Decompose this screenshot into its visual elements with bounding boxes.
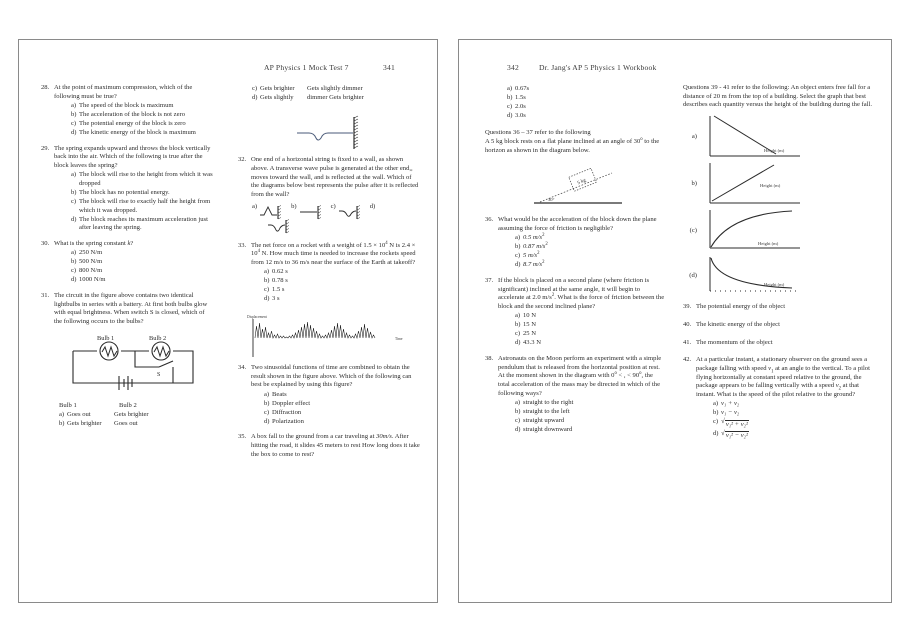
choice-text: straight upward (523, 416, 565, 424)
bulb2-column-header: Bulb 2 (119, 401, 137, 409)
q30-symbol-k: k (127, 240, 131, 248)
choice-text-left: Gets brighter (67, 419, 102, 427)
choice-item[interactable] (264, 400, 421, 409)
q33-part-2: N is 2.4 × 10 (251, 241, 416, 258)
pulse-down-option[interactable] (266, 219, 292, 235)
choice-key: d) (713, 429, 719, 437)
question-42-number: 42. (683, 356, 692, 364)
question-37 (485, 277, 665, 348)
page-341 (18, 39, 438, 603)
x-axis-label: Height (m) (758, 241, 779, 247)
choice-text: v₁ − v₂ (721, 409, 740, 417)
choice-text: 800 N/m (79, 267, 103, 275)
question-36 (485, 216, 665, 270)
question-37-choices (515, 312, 665, 348)
question-37-text (498, 277, 665, 312)
question-41-number: 41. (683, 338, 692, 346)
question-35-text (251, 433, 421, 459)
choice-key: a) (264, 268, 270, 276)
question-40-number: 40. (683, 320, 692, 328)
choice-item[interactable] (71, 249, 214, 258)
right-column-1 (459, 84, 675, 596)
choice-text: 0.62 s (272, 268, 288, 276)
x-axis-label: Height (m) (764, 148, 785, 154)
choice-text: 1.5s (515, 93, 526, 101)
choice-text-right: Gets brighter (114, 410, 149, 418)
graph-option-a-row[interactable] (683, 114, 877, 160)
choice-exponent: 2 (542, 233, 545, 239)
choice-item[interactable] (71, 198, 214, 215)
choice-text: 1.5 s (272, 286, 285, 294)
choice-text: 0.67s (515, 84, 530, 92)
option-d-key: d) (369, 202, 376, 210)
question-32-answer-figures (252, 203, 421, 235)
choice-key: a) (71, 101, 77, 109)
q38-text-post: , the total acceleration of the mass may be directed in which of the following ways? (498, 372, 661, 397)
question-31-number: 31. (41, 291, 50, 299)
choice-text: The acceleration of the block is not zero (79, 110, 186, 118)
question-31-choices-continued (252, 85, 421, 103)
choice-key: c) (515, 330, 521, 338)
bulb1-label: Bulb 1 (96, 334, 114, 342)
question-31-text: The circuit in the figure above contains two identical lightbulbs in series with a battery. At first both bulbs glow with equal brightness. When switch S is closed, which of the following occurs to the bulbs? (54, 291, 208, 326)
question-34-number: 34. (238, 364, 247, 372)
question-39-text: The potential energy of the object (696, 303, 786, 311)
choice-text (523, 261, 665, 270)
question-37-number: 37. (485, 276, 494, 284)
graph-option-d-key: (d) (689, 271, 697, 279)
question-33-text (251, 242, 421, 268)
option-c-key: c) (330, 202, 336, 210)
question-39-number: 39. (683, 303, 692, 311)
choice-key: d) (71, 128, 77, 136)
question-42 (683, 356, 877, 441)
question-32 (238, 156, 421, 235)
x-axis-label: Height (m) (760, 183, 781, 189)
choice-key: b) (713, 409, 719, 417)
choice-item[interactable] (71, 129, 214, 138)
choice-text: 3 s (272, 295, 280, 303)
graph-option-c-key: (c) (689, 226, 697, 234)
q33-exp-2: 4 (257, 249, 260, 255)
choice-item[interactable] (713, 400, 877, 409)
question-42-choices (713, 400, 877, 441)
choice-item[interactable] (515, 399, 665, 408)
graph-options-group (683, 114, 877, 297)
q42-text-b: at an angle to the vertical. To a pilot flying horizontally at constant speed relative to the ground, the package appears to be falling vertically with a speed (696, 364, 870, 390)
choice-key: c) (71, 197, 77, 205)
q33-exp-1: 4 (385, 240, 388, 246)
question-30 (41, 240, 214, 285)
choice-value: 0.87 m/s (523, 243, 546, 251)
choice-key: d) (264, 417, 270, 425)
choice-item[interactable] (507, 94, 665, 103)
choice-item[interactable] (71, 276, 214, 285)
questions-39-41-lead: Questions 39 - 41 refer to the following: An object enters free fall for a distance of 20 m from the top of a building. Select the graph that best describes each quantity versus the height of the building during the fall. (683, 84, 872, 109)
question-33 (238, 242, 421, 304)
choice-text: v₁ + v₂ (721, 400, 740, 408)
right-page-folio: 342 (507, 63, 519, 72)
question-32-number: 32. (238, 156, 247, 164)
choice-item[interactable] (264, 409, 421, 418)
choice-text (523, 243, 665, 252)
choice-key: d) (515, 261, 521, 269)
question-28-text: At the point of maximum compression, which of the following must be true? (54, 84, 193, 100)
choice-key: b) (71, 258, 77, 266)
page-342 (458, 39, 892, 603)
choice-text-right: Gets slightly dimmer (307, 84, 363, 92)
radicand-text: v₁² − v₂² (725, 432, 748, 440)
choice-text: 43.3 N (523, 339, 541, 347)
q38-text-pre: Astronauts on the Moon perform an experiment with a simple pendulum that is released from the horizontal position at rest. At the moment shown in the diagram with 0 (498, 354, 662, 380)
choice-key: b) (264, 399, 270, 407)
question-29-choices (71, 171, 214, 233)
choice-text (721, 430, 877, 441)
choice-text: 1000 N/m (79, 276, 106, 284)
choice-key: c) (71, 119, 77, 127)
choice-text: The block has no potential energy. (79, 188, 170, 196)
choice-exponent: 2 (542, 260, 545, 266)
choice-key: d) (507, 111, 513, 119)
question-29 (41, 145, 214, 233)
choice-item[interactable] (59, 420, 214, 429)
choice-item[interactable] (252, 94, 421, 103)
question-34 (238, 364, 421, 426)
choice-text: The speed of the block is maximum (79, 101, 174, 109)
question-33-choices (264, 268, 421, 304)
choice-key: a) (515, 312, 521, 320)
lead-line-1: Questions 36 – 37 refer to the following (485, 129, 591, 137)
choice-key: b) (515, 243, 521, 251)
question-28-choices (71, 102, 214, 138)
q38-sup-2: o (639, 371, 642, 377)
choice-text (260, 85, 421, 94)
choice-key: b) (507, 93, 513, 101)
q42-text-a: At a particular instant, a stationary observer on the ground sees a package falling with speed (696, 356, 868, 372)
question-38-text (498, 355, 665, 399)
question-32-text: One end of a horizontal string is fixed to a wall, as shown above. A transverse wave pulse is generated at the other end,, moves toward the wall, and is reflected at the wall. Which of the diagrams below best represents the pulse after it is reflected from the wall? (251, 156, 419, 199)
left-page-header-title: AP Physics 1 Mock Test 7 (264, 63, 349, 72)
choice-exponent: 2 (537, 251, 540, 257)
choice-key: d) (515, 425, 521, 433)
choice-exponent: 2 (545, 242, 548, 248)
block-shape (569, 169, 597, 192)
question-29-number: 29. (41, 144, 50, 152)
pulse-flat-option[interactable] (298, 203, 324, 220)
choice-text: 500 N/m (79, 258, 103, 266)
question-34-text: Two sinusoidal functions of time are combined to obtain the result shown in the figure above. Which of the following can best be explained by using this figure? (251, 364, 412, 389)
choice-item[interactable] (507, 103, 665, 112)
q42-text-c: at that instant. What is the speed of the pilot relative to the ground? (696, 382, 859, 399)
question-38 (485, 355, 665, 435)
question-30-number: 30. (41, 240, 50, 248)
angle-label: 30° (548, 197, 555, 203)
choice-item[interactable] (71, 171, 214, 188)
questions-36-37-lead (485, 129, 665, 155)
question-41-text: The momentum of the object (696, 338, 773, 346)
choice-text: 3.0s (515, 111, 526, 119)
wall-hatching (354, 116, 358, 148)
left-column-2 (228, 84, 437, 596)
choice-item[interactable] (713, 409, 877, 418)
option-a-key: a) (252, 202, 258, 210)
q42-var-v1: v (768, 364, 772, 372)
q42-sub-1: 1 (771, 369, 774, 375)
q33-part-1: The net force on a rocket with a weight of 1.5 × 10 (251, 241, 386, 249)
choice-text-right: Goes out (114, 419, 138, 427)
choice-key: a) (71, 249, 77, 257)
inclined-plane-diagram (485, 159, 665, 211)
choice-item[interactable] (264, 268, 421, 277)
bulb1-column-header: Bulb 1 (59, 401, 77, 409)
choice-item[interactable] (515, 234, 665, 243)
choice-text: 10 N (523, 312, 537, 320)
graph-linear-decreasing[interactable] (700, 114, 818, 160)
choice-key: a) (59, 410, 65, 418)
choice-item[interactable] (71, 258, 214, 267)
choice-key: b) (59, 419, 65, 427)
switch-blade (159, 361, 173, 367)
graph-option-c-row[interactable] (683, 208, 877, 254)
choice-item[interactable] (264, 286, 421, 295)
question-40 (683, 321, 877, 330)
question-40-text: The kinetic energy of the object (696, 320, 780, 328)
choice-key: d) (252, 93, 258, 101)
choice-item[interactable] (264, 418, 421, 427)
q38-sup-1: o (614, 371, 617, 377)
choice-item[interactable] (71, 189, 214, 198)
choice-item[interactable] (515, 312, 665, 321)
string-wall-pulse-diagram (238, 111, 421, 151)
question-39 (683, 303, 877, 312)
question-42-text (696, 356, 877, 400)
q33-part-3: N. How much time is needed to increase the rockets speed from 12 m/s to 36 m/s near the surface of the Earth at takeoff? (251, 250, 416, 267)
graph-linear-increasing[interactable] (700, 161, 818, 207)
choice-text: 25 N (523, 330, 537, 338)
left-page-folio: 341 (383, 63, 395, 72)
question-35-choices (507, 85, 665, 121)
q35-text-pre: A box fall to the ground from a car traveling at (251, 433, 377, 441)
choice-item[interactable] (515, 252, 665, 261)
choice-key: d) (515, 339, 521, 347)
choice-item[interactable] (252, 85, 421, 94)
graph-option-d-row[interactable] (683, 255, 877, 297)
choice-key: b) (71, 110, 77, 118)
right-column-2 (675, 84, 891, 596)
graph-option-b-key: b) (691, 179, 697, 187)
wave-pulse-path (297, 133, 353, 140)
choice-text: straight to the right (523, 398, 574, 406)
waveform-trace (255, 322, 375, 338)
q35-text-post: . After hitting the road, it slides 45 meters to rest How long does it take the box to come to rest? (251, 433, 420, 458)
choice-key: c) (515, 252, 521, 260)
radical-sign: √ (721, 418, 725, 426)
choice-key: c) (264, 408, 270, 416)
question-28-number: 28. (41, 84, 50, 91)
pulse-down-left-option[interactable] (337, 203, 363, 220)
choice-key: a) (515, 398, 521, 406)
choice-item[interactable] (264, 277, 421, 286)
q37-superscript: 2 (551, 293, 555, 299)
choice-text-left: Goes out (67, 410, 91, 418)
choice-item[interactable] (71, 102, 214, 111)
choice-text: Doppler effect (272, 399, 311, 407)
choice-text: Diffraction (272, 408, 302, 416)
choice-item[interactable] (515, 330, 665, 339)
question-36-text: What would be the acceleration of the block down the plane assuming the force of friction is negligible? (498, 216, 657, 233)
q38-text-mid: < , < 90 (616, 372, 640, 380)
x-axis-label: Height (m) (764, 282, 785, 288)
choice-item[interactable] (71, 216, 214, 233)
choice-item[interactable] (713, 418, 877, 429)
choice-key: c) (264, 286, 270, 294)
circuit-diagram (41, 331, 214, 397)
choice-item[interactable] (59, 411, 214, 420)
q35-speed-value: 30m/s (376, 433, 392, 441)
choice-item[interactable] (515, 261, 665, 270)
choice-key: b) (515, 321, 521, 329)
choice-text: 250 N/m (79, 249, 103, 257)
choice-text: The block will rise to exactly half the height from which it was dropped. (79, 197, 211, 214)
choice-key: d) (71, 276, 77, 284)
radicand-text: v₁² + v₂² (725, 420, 748, 428)
q37-text-post: . What is the force of friction between the block and the second inclined plane? (498, 294, 665, 311)
choice-text: Polarization (272, 417, 304, 425)
choice-text: 0.78 s (272, 277, 288, 285)
question-28 (41, 84, 214, 138)
question-29-text: The spring expands upward and throws the block vertically back into the air. Which of the following is true after the block leaves the spring? (54, 144, 211, 170)
question-31-choices (59, 411, 214, 429)
choice-text-right: dimmer Gets brighter (307, 93, 364, 101)
choice-text: straight downward (523, 425, 573, 433)
choice-text: 15 N (523, 321, 537, 329)
lead-text-pre: A 5 kg block rests on a flat plane inclined at an angle of 30 (485, 137, 641, 145)
q42-sub-2: 2 (838, 386, 842, 392)
question-31-column-headers (59, 402, 214, 411)
choice-text (67, 411, 214, 420)
choice-text: straight to the left (523, 407, 570, 415)
choice-item[interactable] (507, 112, 665, 121)
waveform-x-label: Time (394, 337, 402, 342)
q30-text-pre: What is the spring constant (54, 240, 128, 248)
choice-text (721, 418, 877, 429)
choice-item[interactable] (264, 295, 421, 304)
question-35-number: 35. (238, 433, 247, 441)
choice-key: c) (713, 418, 719, 426)
graph-option-a-key: a) (691, 132, 697, 140)
choice-key: a) (713, 400, 719, 408)
waveform-y-label: Displacement (246, 315, 267, 320)
choice-key: b) (264, 277, 270, 285)
q37-text-pre: If the block is placed on a second plane (where friction is significant) inclined at the same angle, it will begin to accelerate at 2.0 m/s (498, 276, 650, 302)
block-mass-label: 5 kg (576, 178, 587, 187)
question-31 (41, 292, 214, 429)
degree-superscript: o (640, 136, 643, 142)
choice-text-left: Gets slightly (260, 93, 294, 101)
choice-item[interactable] (515, 339, 665, 348)
question-33-number: 33. (238, 241, 247, 249)
pulse-up-option[interactable] (258, 203, 284, 220)
q42-var-v2: v (835, 382, 839, 390)
graph-option-b-row[interactable] (683, 161, 877, 207)
choice-value: 5 m/s (523, 252, 538, 260)
question-38-number: 38. (485, 354, 494, 362)
choice-key: a) (264, 390, 270, 398)
data-curve (711, 211, 792, 247)
question-36-choices (515, 234, 665, 270)
choice-item[interactable] (71, 111, 214, 120)
question-36-number: 36. (485, 216, 494, 224)
question-38-choices (515, 399, 665, 435)
choice-item[interactable] (713, 430, 877, 441)
choice-text (260, 94, 421, 103)
question-35 (238, 433, 421, 459)
question-34-choices (264, 391, 421, 427)
choice-text: The potential energy of the block is zero (79, 119, 186, 127)
choice-text: The block reaches its maximum acceleration just after leaving the spring. (79, 215, 208, 232)
choice-key: b) (515, 407, 521, 415)
lead-line-2 (485, 138, 665, 155)
right-page-header-title: Dr. Jang's AP 5 Physics 1 Workbook (539, 63, 657, 72)
choice-text: 2.0s (515, 102, 526, 110)
choice-item[interactable] (515, 426, 665, 435)
choice-text: Beats (272, 390, 287, 398)
q30-text-post: ? (130, 240, 134, 248)
left-column-1 (19, 84, 228, 596)
graph-decaying[interactable] (700, 255, 818, 297)
choice-key: c) (252, 84, 258, 92)
lead-text-post: to the horizon as shown in the diagram below. (485, 137, 660, 154)
question-41 (683, 339, 877, 348)
radical-sign: √ (721, 429, 725, 437)
choice-value: 8.7 m/s (523, 261, 543, 269)
switch-label: S (156, 371, 160, 378)
choice-text: The block will rise to the height from which it was dropped (79, 171, 213, 187)
right-page-columns (459, 84, 891, 596)
choice-item[interactable] (71, 120, 214, 129)
choice-key: a) (515, 234, 521, 242)
left-page-columns (19, 84, 437, 596)
question-30-text (54, 240, 214, 249)
question-30-choices (71, 249, 214, 285)
choice-item[interactable] (71, 267, 214, 276)
choice-item[interactable] (264, 391, 421, 400)
choice-item[interactable] (515, 408, 665, 417)
choice-text: The kinetic energy of the block is maximum (79, 128, 196, 136)
option-b-key: b) (291, 202, 297, 210)
choice-item[interactable] (515, 321, 665, 330)
choice-item[interactable] (515, 417, 665, 426)
choice-key: d) (264, 295, 270, 303)
choice-key: c) (71, 267, 77, 275)
choice-text (67, 420, 214, 429)
choice-item[interactable] (507, 85, 665, 94)
choice-key: d) (71, 215, 77, 223)
beats-waveform-diagram (238, 311, 421, 359)
choice-key: b) (71, 188, 77, 196)
choice-key: a) (507, 84, 513, 92)
choice-key: a) (71, 171, 77, 179)
bulb2-label: Bulb 2 (148, 334, 166, 342)
choice-key: c) (515, 416, 521, 424)
choice-value: 0.5 m/s (523, 234, 543, 242)
graph-concave-increasing[interactable] (700, 208, 818, 254)
choice-key: c) (507, 102, 513, 110)
choice-text-left: Gets brighter (260, 84, 295, 92)
